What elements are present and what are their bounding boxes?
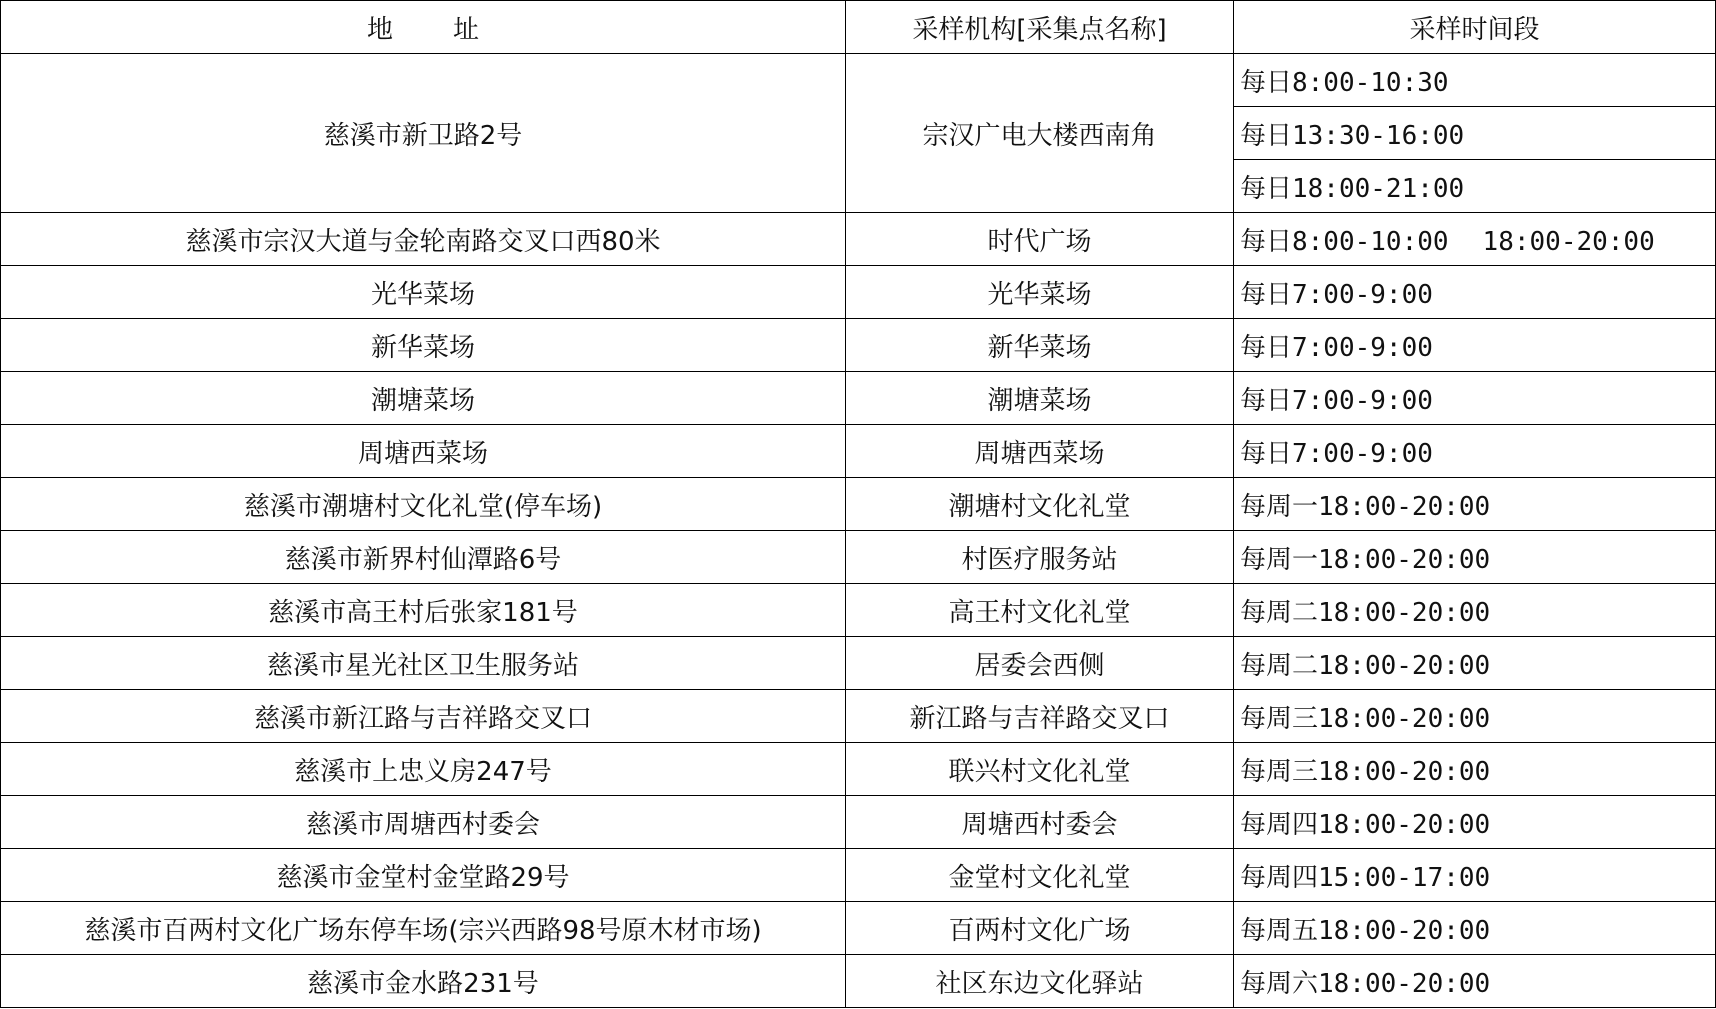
address-cell: 慈溪市上忠义房247号 [1,743,846,796]
table-row [1,478,1716,531]
table-row [1,531,1716,584]
org-cell: 潮塘菜场 [846,372,1234,425]
table-row [1,902,1716,955]
org-cell: 高王村文化礼堂 [846,584,1234,637]
table-row [1,743,1716,796]
address-cell: 新华菜场 [1,319,846,372]
table-row [1,266,1716,319]
time-cell: 每周二18:00-20:00 [1234,584,1716,637]
header-address-part1: 地 [366,14,393,45]
header-time: 采样时间段 [1234,1,1716,54]
address-cell: 慈溪市新江路与吉祥路交叉口 [1,690,846,743]
time-cell [1234,213,1716,266]
time-cell: 每周四15:00-17:00 [1234,849,1716,902]
time-cell: 每周三18:00-20:00 [1234,743,1716,796]
header-row [1,1,1716,54]
address-cell: 慈溪市潮塘村文化礼堂(停车场) [1,478,846,531]
address-cell: 慈溪市星光社区卫生服务站 [1,637,846,690]
table-row [1,319,1716,372]
time-cell: 每周二18:00-20:00 [1234,637,1716,690]
table-row [1,849,1716,902]
table-row [1,637,1716,690]
time-cell: 每周六18:00-20:00 [1234,955,1716,1008]
address-cell: 慈溪市周塘西村委会 [1,796,846,849]
table-row [1,372,1716,425]
table-row [1,690,1716,743]
header-address-part2: 址 [453,14,480,45]
time-cell: 每日18:00-21:00 [1234,160,1716,213]
table-row [1,425,1716,478]
time-cell: 每日7:00-9:00 [1234,266,1716,319]
address-cell: 慈溪市金堂村金堂路29号 [1,849,846,902]
org-cell: 时代广场 [846,213,1234,266]
org-cell: 社区东边文化驿站 [846,955,1234,1008]
org-cell: 居委会西侧 [846,637,1234,690]
address-cell: 慈溪市金水路231号 [1,955,846,1008]
time-cell: 每日7:00-9:00 [1234,425,1716,478]
time-cell: 每日8:00-10:30 [1234,54,1716,107]
org-cell: 百两村文化广场 [846,902,1234,955]
org-cell: 光华菜场 [846,266,1234,319]
address-cell: 慈溪市新卫路2号 [1,54,846,213]
time-segment-morning: 每日8:00-10:00 [1240,226,1449,257]
header-address [1,1,846,54]
table-row [1,54,1716,107]
org-cell: 新华菜场 [846,319,1234,372]
time-cell: 每周五18:00-20:00 [1234,902,1716,955]
table-row [1,213,1716,266]
table-row [1,796,1716,849]
time-segment-evening: 18:00-20:00 [1482,226,1655,257]
table-row [1,955,1716,1008]
org-cell: 联兴村文化礼堂 [846,743,1234,796]
time-cell: 每周三18:00-20:00 [1234,690,1716,743]
address-cell: 光华菜场 [1,266,846,319]
org-cell: 村医疗服务站 [846,531,1234,584]
time-cell: 每周一18:00-20:00 [1234,531,1716,584]
org-cell: 宗汉广电大楼西南角 [846,54,1234,213]
address-cell: 周塘西菜场 [1,425,846,478]
time-cell: 每周四18:00-20:00 [1234,796,1716,849]
header-org: 采样机构[采集点名称] [846,1,1234,54]
time-cell: 每日13:30-16:00 [1234,107,1716,160]
time-cell: 每日7:00-9:00 [1234,319,1716,372]
table-row [1,584,1716,637]
org-cell: 金堂村文化礼堂 [846,849,1234,902]
address-cell: 慈溪市高王村后张家181号 [1,584,846,637]
org-cell: 潮塘村文化礼堂 [846,478,1234,531]
address-cell: 慈溪市新界村仙潭路6号 [1,531,846,584]
address-cell: 慈溪市百两村文化广场东停车场(宗兴西路98号原木材市场) [1,902,846,955]
time-cell: 每周一18:00-20:00 [1234,478,1716,531]
org-cell: 周塘西村委会 [846,796,1234,849]
time-cell: 每日7:00-9:00 [1234,372,1716,425]
address-cell: 慈溪市宗汉大道与金轮南路交叉口西80米 [1,213,846,266]
org-cell: 新江路与吉祥路交叉口 [846,690,1234,743]
org-cell: 周塘西菜场 [846,425,1234,478]
address-cell: 潮塘菜场 [1,372,846,425]
